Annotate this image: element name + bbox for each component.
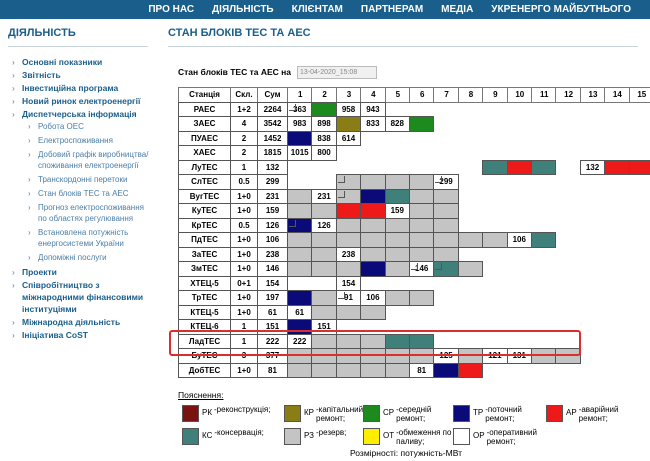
sidebar-item-7[interactable]: › Добовий графік виробництва/споживання електроенергії [10,149,150,171]
block-cell [360,189,385,205]
block-marker [435,263,442,270]
skl-cell: 3 [230,348,258,364]
station-cell: БуТЕС [178,348,231,364]
block-cell: 363 [287,102,312,118]
station-cell: ВугТЕС [178,189,231,205]
block-cell [336,174,361,190]
skl-cell: 1+0 [230,232,258,248]
legend-text: -консервація; [214,428,264,437]
block-marker [338,191,345,198]
block-cell [287,218,312,234]
block-cell [458,232,483,248]
table-header-cell: Сум [257,87,288,103]
sidebar-item-3[interactable]: › Новий ринок електроенергії [10,95,150,107]
skl-cell: 1+0 [230,363,258,379]
block-cell [360,247,385,263]
block-cell: 106 [507,232,532,248]
block-cell [287,189,312,205]
skl-cell: 1+0 [230,189,258,205]
sidebar-menu [10,56,150,342]
table-header-cell: 5 [385,87,411,103]
legend-text: -оперативний ремонт; [486,428,537,446]
block-cell [287,247,312,263]
nav-item-3[interactable]: ПАРТНЕРАМ [360,4,424,15]
station-cell: СлТЕС [178,174,231,190]
station-cell: ПУАЕС [178,131,231,147]
station-cell: ЗаТЕС [178,247,231,263]
date-input[interactable] [297,66,377,79]
block-marker [289,104,296,111]
block-cell [311,305,336,321]
skl-cell: 0.5 [230,174,258,190]
sum-cell: 2264 [257,102,288,118]
block-cell [385,290,410,306]
table-header-cell: 11 [531,87,557,103]
skl-cell: 1+0 [230,305,258,321]
block-cell: 299 [433,174,458,190]
table-header-cell: 7 [433,87,459,103]
block-cell: 126 [311,218,336,234]
legend-item [453,405,541,423]
block-cell [336,203,361,219]
block-cell [385,363,410,379]
sum-cell: 1452 [257,131,288,147]
nav-item-0[interactable]: ПРО НАС [148,4,195,15]
block-cell [360,218,385,234]
sidebar-item-4[interactable]: › Диспетчерська інформація [10,108,150,120]
skl-cell: 0+1 [230,276,258,292]
top-nav-bar [0,0,650,19]
block-marker [289,220,296,227]
table-header-cell: 4 [360,87,386,103]
block-cell: 238 [336,247,361,263]
sum-cell: 3542 [257,116,288,132]
station-cell: КрТЕС [178,218,231,234]
units-note: Розмірності: потужність-МВт [350,448,462,458]
row-highlight-frame [169,330,581,356]
block-cell [409,290,434,306]
block-cell [336,218,361,234]
skl-cell: 1+0 [230,290,258,306]
legend-code: СР [383,408,395,417]
block-cell [385,232,410,248]
block-cell [287,232,312,248]
block-cell: 614 [336,131,361,147]
legend-item [182,405,270,422]
legend-swatch [453,428,470,445]
legend-swatch [284,405,301,422]
block-marker [435,176,442,183]
block-cell [433,363,458,379]
table-header-cell: 13 [580,87,606,103]
block-cell [360,261,385,277]
legend-code: КС [202,431,213,440]
sidebar-item-6[interactable]: › Електроспоживання [10,135,150,146]
block-cell [311,203,336,219]
block-cell [336,232,361,248]
sidebar-item-14[interactable]: › Співробітництво з міжнародними фінансовими інституціями [10,279,150,315]
legend-code: АР [566,408,577,417]
block-cell [409,116,434,132]
legend-code: РЗ [304,431,314,440]
block-cell [409,247,434,263]
block-cell [311,247,336,263]
block-cell: 898 [311,116,336,132]
sum-cell: 132 [257,160,288,176]
legend-swatch [363,405,380,422]
sidebar-item-2[interactable]: › Інвестиційна програма [10,82,150,94]
station-cell: КТЕЦ-5 [178,305,231,321]
station-cell: ТрТЕС [178,290,231,306]
block-cell: 222 [287,334,312,350]
block-cell [287,261,312,277]
table-header-cell: 9 [482,87,508,103]
block-cell: 231 [311,189,336,205]
block-cell [311,363,336,379]
block-cell [360,203,385,219]
block-marker [338,176,345,183]
sum-cell: 126 [257,218,288,234]
block-marker [338,292,345,299]
block-cell: 91 [336,290,361,306]
skl-cell: 2 [230,145,258,161]
block-cell [409,203,434,219]
legend-item [453,428,543,446]
skl-cell: 1 [230,160,258,176]
table-header-cell: 15 [629,87,650,103]
table-header-cell: 1 [287,87,313,103]
block-cell: 838 [311,131,336,147]
top-nav [139,0,640,19]
sum-cell: 197 [257,290,288,306]
block-cell [336,116,361,132]
block-cell [433,232,458,248]
legend-swatch [284,428,301,445]
block-cell: 81 [409,363,434,379]
block-cell [433,189,458,205]
legend-text: -обмеження по паливу; [396,428,452,446]
table-header-cell: Скл. [230,87,258,103]
station-cell: ХАЕС [178,145,231,161]
sum-cell: 106 [257,232,288,248]
nav-item-5[interactable]: УКРЕНЕРГО МАЙБУТНЬОГО [491,4,631,15]
block-cell: 958 [336,102,361,118]
block-cell [385,247,410,263]
legend-swatch [182,428,199,445]
date-label: Стан блоків ТЕС та АЕС на [178,67,292,77]
sidebar-item-1[interactable]: › Звітність [10,69,150,81]
sum-cell: 377 [257,348,288,364]
table-header-cell: 6 [409,87,435,103]
block-cell [311,261,336,277]
legend-code: КР [304,408,314,417]
legend-code: РК [202,408,212,417]
sum-cell: 299 [257,174,288,190]
page-title: СТАН БЛОКІВ ТЕС ТА АЕС [168,27,311,39]
table-header-cell: 3 [336,87,362,103]
sidebar-item-12[interactable]: › Допоміжні послуги [10,252,150,263]
station-cell: ХТЕЦ-5 [178,276,231,292]
block-cell: 106 [360,290,385,306]
table-header-cell: Станція [178,87,231,103]
table-header-cell: 8 [458,87,484,103]
block-cell [409,189,434,205]
block-cell [458,363,483,379]
legend-text: -аварійний ремонт; [578,405,619,423]
block-cell: 61 [287,305,312,321]
block-cell: 154 [336,276,361,292]
block-cell [409,218,434,234]
sidebar-divider [8,46,148,47]
station-cell: ЗмТЕС [178,261,231,277]
block-cell: 983 [287,116,312,132]
skl-cell: 2 [230,131,258,147]
skl-cell: 4 [230,116,258,132]
skl-cell: 0.5 [230,218,258,234]
block-cell [482,232,507,248]
block-cell: 121 [482,348,507,364]
station-cell: ЗАЕС [178,116,231,132]
block-cell [433,261,458,277]
legend-swatch [363,428,380,445]
legend-code: ТР [473,408,484,417]
legend-code: ОТ [383,431,395,440]
legend-item [546,405,635,423]
legend-text: -резерв; [316,428,347,437]
legend-text: -реконструкція; [214,405,271,414]
block-cell [287,131,312,147]
skl-cell: 1 [230,334,258,350]
skl-cell: 1+0 [230,247,258,263]
sidebar-item-16[interactable]: › Ініціатива CoST [10,329,150,341]
station-cell: РАЕС [178,102,231,118]
block-cell: 943 [360,102,385,118]
sum-cell: 238 [257,247,288,263]
block-cell [336,189,361,205]
table-header-cell: 12 [555,87,581,103]
block-cell [360,363,385,379]
block-cell [458,261,483,277]
sum-cell: 146 [257,261,288,277]
nav-item-4[interactable]: МЕДІА [441,4,474,15]
block-cell [507,160,532,176]
table-header-cell: 10 [507,87,533,103]
legend-text: -середній ремонт; [396,405,432,423]
station-cell: ДобТЕС [178,363,231,379]
block-cell [433,247,458,263]
legend [178,390,640,403]
block-cell [311,102,336,118]
sidebar-item-13[interactable]: › Проекти [10,266,150,278]
sidebar-item-0[interactable]: › Основні показники [10,56,150,68]
block-cell: 132 [580,160,605,176]
skl-cell: 1+0 [230,203,258,219]
block-cell [287,363,312,379]
legend-text: -поточний ремонт; [485,405,522,423]
sum-cell: 1815 [257,145,288,161]
station-cell: ЛадТЕС [178,334,231,350]
sidebar-item-10[interactable]: › Прогноз електроспоживання по областях регулювання [10,202,150,224]
block-cell [311,232,336,248]
nav-item-2[interactable]: КЛІЄНТАМ [291,4,343,15]
block-cell [409,174,434,190]
table-header-cell: 2 [311,87,337,103]
station-cell: ПдТЕС [178,232,231,248]
block-cell: 159 [385,203,410,219]
block-cell: 131 [507,348,532,364]
block-cell [287,203,312,219]
sum-cell: 231 [257,189,288,205]
block-cell [531,232,556,248]
block-cell: 125 [433,348,458,364]
block-cell [336,261,361,277]
block-cell [385,261,410,277]
table-header-cell: 14 [604,87,630,103]
sum-cell: 222 [257,334,288,350]
sidebar-item-15[interactable]: › Міжнародна діяльність [10,316,150,328]
block-cell [287,290,312,306]
legend-item [182,428,264,445]
block-cell: 800 [311,145,336,161]
legend-swatch [182,405,199,422]
block-cell: 146 [409,261,434,277]
sum-cell: 61 [257,305,288,321]
nav-item-1[interactable]: ДІЯЛЬНІСТЬ [212,4,274,15]
block-cell: 833 [360,116,385,132]
block-cell: 151 [311,319,336,335]
station-cell: КуТЕС [178,203,231,219]
block-cell [531,160,556,176]
block-marker [411,263,418,270]
legend-item [284,405,372,423]
sum-cell: 154 [257,276,288,292]
sidebar-item-9[interactable]: › Стан блоків ТЕС та АЕС [10,188,150,199]
block-cell [385,218,410,234]
legend-item [363,428,452,446]
block-cell [604,160,629,176]
block-cell [385,189,410,205]
skl-cell: 1+2 [230,102,258,118]
legend-title: Пояснення: [178,390,224,400]
block-cell [336,305,361,321]
sidebar-item-8[interactable]: › Транскордонні перетоки [10,174,150,185]
legend-swatch [453,405,470,422]
block-cell [433,218,458,234]
block-cell: 1015 [287,145,312,161]
blocks-status-table [178,87,647,375]
sidebar-item-11[interactable]: › Встановлена потужність енергосистеми України [10,227,150,249]
block-cell [433,203,458,219]
block-cell [409,232,434,248]
block-cell: 828 [385,116,410,132]
block-cell [360,174,385,190]
station-cell: КТЕЦ-6 [178,319,231,335]
block-cell [360,232,385,248]
skl-cell: 1 [230,319,258,335]
legend-text: -капітальний ремонт; [316,405,364,423]
legend-item [284,428,346,445]
legend-swatch [546,405,563,422]
legend-code: ОР [473,431,485,440]
skl-cell: 1+0 [230,261,258,277]
block-cell [311,290,336,306]
sidebar-title: ДІЯЛЬНІСТЬ [8,27,76,39]
sum-cell: 159 [257,203,288,219]
block-cell [482,160,507,176]
sum-cell: 151 [257,319,288,335]
block-cell [385,174,410,190]
station-cell: ЛуТЕС [178,160,231,176]
title-divider [168,46,638,47]
block-cell [360,305,385,321]
legend-item [363,405,452,423]
block-cell [629,160,650,176]
sidebar-item-5[interactable]: › Робота ОЕС [10,121,150,132]
block-cell [336,363,361,379]
sum-cell: 81 [257,363,288,379]
